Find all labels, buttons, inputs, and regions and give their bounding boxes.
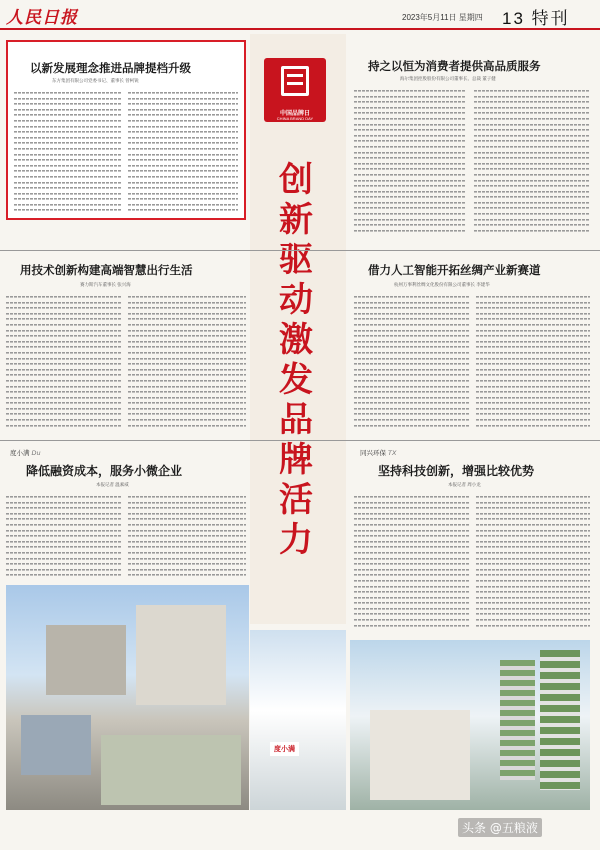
issue-date: 2023年5月11日 星期四 [402, 13, 483, 22]
newspaper-logo: 人民日报 [6, 8, 78, 28]
article-body-1a [14, 90, 122, 214]
article-byline-2: 海尔集团控股股份有限公司董事长、总裁 董子健 [400, 76, 496, 81]
campus-photo [6, 585, 249, 810]
article-byline-1: 东方集团有限公司党委书记、董事长 曾柯锐 [52, 78, 139, 83]
duxiaoman-logo: 度小满 [270, 742, 299, 756]
column-tag-1: 度小满 Du [10, 449, 41, 457]
article-title-1: 以新发展理念推进品牌提档升级 [30, 61, 191, 75]
article-title-3: 用技术创新构建高端智慧出行生活 [20, 263, 193, 277]
article-byline-4: 杭州万事利丝绸文化股份有限公司董事长 李建华 [394, 282, 490, 287]
brand-day-name-en: CHINA BRAND DAY [276, 116, 314, 121]
article-body-5b [128, 494, 246, 580]
column-tag-2: 同兴环保 TX [360, 449, 397, 457]
article-body-3b [128, 294, 246, 434]
masthead [0, 0, 600, 30]
article-body-6b [476, 494, 590, 634]
brand-day-slogan: 创新驱动 激发品牌活力 [279, 160, 313, 560]
article-body-4a [354, 294, 470, 434]
article-body-2b [474, 88, 590, 238]
page-label: 13 特刊 [502, 9, 570, 28]
article-body-4b [476, 294, 590, 434]
article-byline-3: 赛力斯汽车董事长 张兴海 [80, 282, 131, 287]
article-body-2a [354, 88, 466, 238]
article-title-5: 降低融资成本，服务小微企业 [26, 464, 183, 478]
office-building-photo [250, 630, 346, 810]
section-divider [0, 250, 600, 251]
article-byline-6: 本报记者 周小龙 [448, 482, 481, 487]
brand-day-name: 中国品牌日 [279, 110, 310, 117]
article-title-4: 借力人工智能开拓丝绸产业新赛道 [368, 263, 541, 277]
industrial-park-photo [350, 640, 590, 810]
article-title-2: 持之以恒为消费者提供高品质服务 [368, 59, 541, 73]
article-byline-5: 本报记者 温素威 [96, 482, 129, 487]
article-body-3a [6, 294, 122, 434]
section-divider [0, 440, 600, 441]
article-body-6a [354, 494, 470, 634]
article-body-5a [6, 494, 122, 580]
article-body-1b [128, 90, 238, 214]
article-title-6: 坚持科技创新，增强比较优势 [378, 464, 535, 478]
source-watermark: 头条 @五粮液 [458, 818, 542, 837]
